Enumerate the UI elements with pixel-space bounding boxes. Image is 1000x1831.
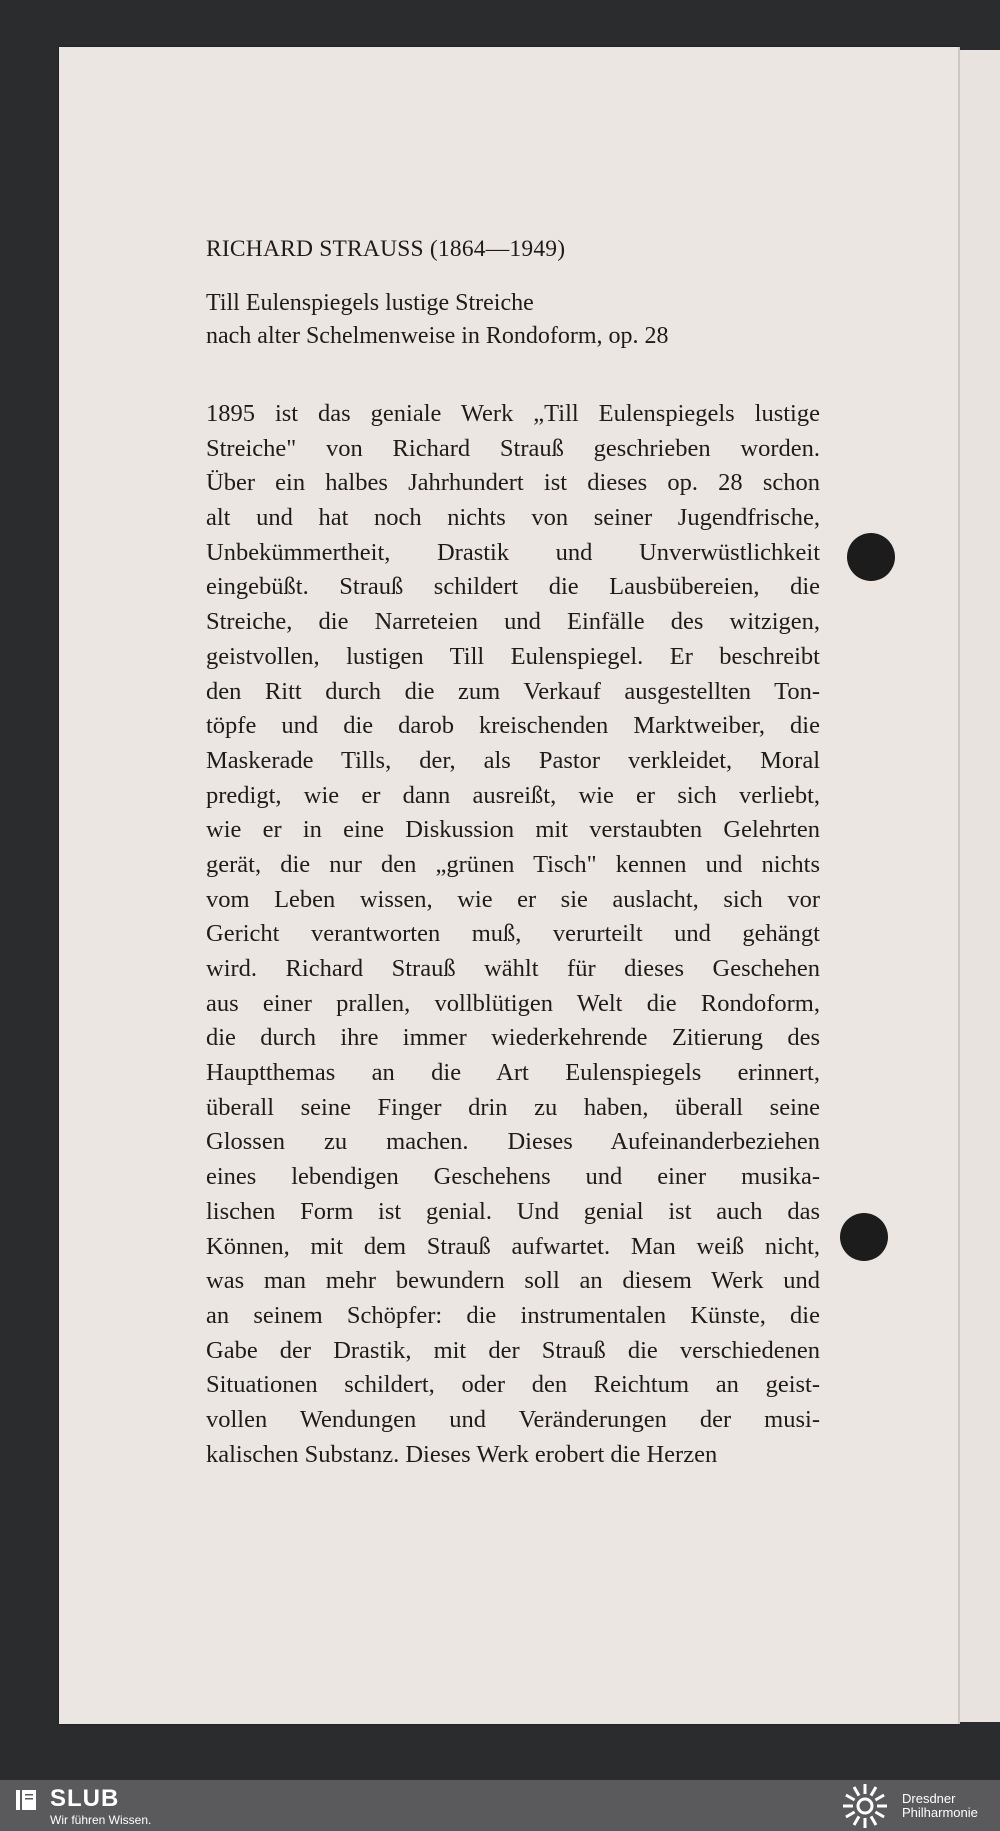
body-line: aus einer prallen, vollblütigen Welt die Rondoform, — [206, 989, 820, 1017]
body-line: an seinem Schöpfer: die instrumentalen Künste, die — [206, 1301, 820, 1329]
sunburst-logo-icon[interactable] — [842, 1783, 888, 1829]
body-line: geistvollen, lustigen Till Eulenspiegel. Er beschreibt — [206, 642, 820, 670]
body-line: Streiche, die Narreteien und Einfälle des witzigen, — [206, 608, 820, 636]
body-line: gerät, die nur den „grünen Tisch" kennen und nichts — [206, 850, 820, 878]
body-line: die durch ihre immer wiederkehrende Zitierung des — [206, 1024, 820, 1052]
library-slogan: Wir führen Wissen. — [50, 1813, 152, 1827]
body-line: wie er in eine Diskussion mit verstaubten Gelehrten — [206, 816, 820, 844]
body-line: alt und hat noch nichts von seiner Jugendfrische, — [206, 504, 820, 532]
body-line: 1895 ist das geniale Werk „Till Eulenspiegels lustige — [206, 400, 820, 427]
body-line: eines lebendigen Geschehens und einer musika- — [206, 1163, 820, 1191]
body-line: eingebüßt. Strauß schildert die Lausbübereien, die — [206, 573, 820, 601]
partner-name-line-1: Dresdner — [902, 1791, 956, 1806]
body-line: Glossen zu machen. Dieses Aufeinanderbeziehen — [206, 1128, 820, 1156]
composer-heading: RICHARD STRAUSS (1864—1949) — [206, 236, 566, 262]
body-line: vom Leben wissen, wie er sie auslacht, sich vor — [206, 885, 820, 913]
body-line: Maskerade Tills, der, als Pastor verkleidet, Moral — [206, 746, 820, 774]
body-line: kalischen Substanz. Dieses Werk erobert die Herzen — [206, 1440, 718, 1468]
partner-name[interactable] — [902, 1792, 978, 1820]
body-line: Streiche" von Richard Strauß geschrieben worden. — [206, 434, 820, 462]
body-line: töpfe und die darob kreischenden Marktweiber, die — [206, 712, 820, 740]
body-line: Gericht verantworten muß, verurteilt und gehängt — [206, 920, 820, 948]
body-line: Situationen schildert, oder den Reichtum an geist- — [206, 1371, 820, 1399]
body-line: was man mehr bewundern soll an diesem Werk und — [206, 1267, 820, 1295]
body-line: überall seine Finger drin zu haben, überall seine — [206, 1093, 820, 1121]
punch-hole — [847, 533, 895, 581]
facing-page-edge — [960, 50, 1000, 1722]
body-line: Gabe der Drastik, mit der Strauß die verschiedenen — [206, 1336, 820, 1364]
book-icon[interactable] — [14, 1788, 38, 1812]
library-name[interactable]: SLUB — [50, 1785, 120, 1812]
body-line: Hauptthemas an die Art Eulenspiegels erinnert, — [206, 1059, 820, 1087]
body-line: Unbekümmertheit, Drastik und Unverwüstlichkeit — [206, 538, 820, 566]
partner-name-line-2: Philharmonie — [902, 1805, 978, 1820]
punch-hole — [840, 1213, 888, 1261]
body-line: Über ein halbes Jahrhundert ist dieses op. 28 schon — [206, 469, 820, 497]
body-line: predigt, wie er dann ausreißt, wie er sich verliebt, — [206, 781, 820, 809]
body-line: Können, mit dem Strauß aufwartet. Man weiß nicht, — [206, 1232, 820, 1260]
work-title-line-2: nach alter Schelmenweise in Rondoform, op. 28 — [206, 323, 669, 349]
body-line: vollen Wendungen und Veränderungen der musi- — [206, 1405, 820, 1433]
body-line: den Ritt durch die zum Verkauf ausgestellten Ton- — [206, 677, 820, 705]
body-paragraph — [206, 397, 820, 1472]
body-line: lischen Form ist genial. Und genial ist auch das — [206, 1197, 820, 1225]
body-line: wird. Richard Strauß wählt für dieses Geschehen — [206, 955, 820, 982]
viewer-footer-bar — [0, 1780, 1000, 1831]
work-title-line-1: Till Eulenspiegels lustige Streiche — [206, 290, 534, 316]
